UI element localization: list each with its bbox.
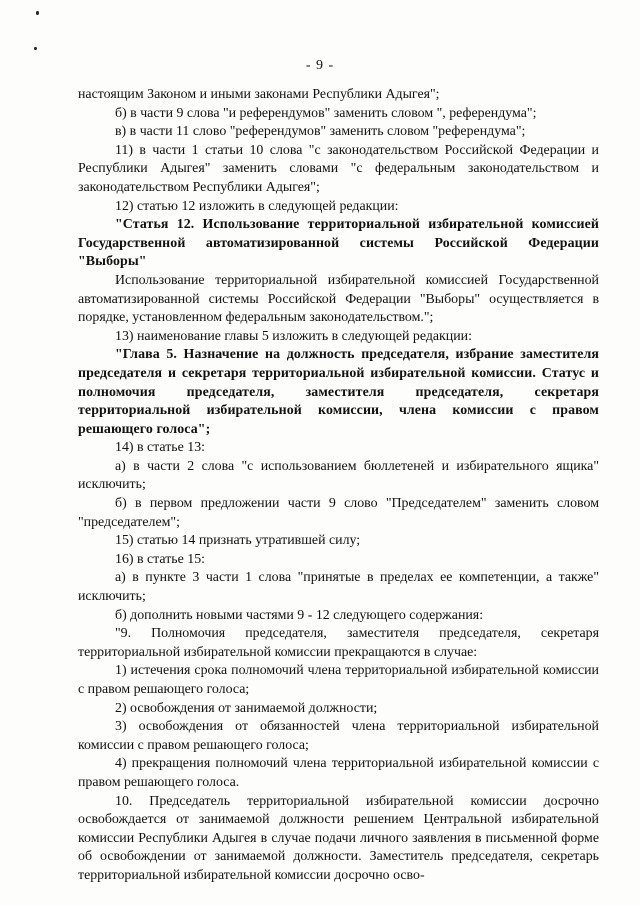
body-paragraph: 4) прекращения полномочий члена территориальной избирательной комиссии с правом решающего голоса. bbox=[78, 756, 599, 790]
body-paragraph: а) в пункте 3 части 1 слова "принятые в пределах ее компетенции, а также" исключить; bbox=[78, 570, 599, 605]
heading-paragraph: "Глава 5. Назначение на должность председателя, избрание заместителя председателя и секретаря территориальной избирательной комиссии. Статус и полномочия председателя, заместителя председателя, секретаря территориальной избирательной комиссии, члена комиссии с правом решающего голоса"; bbox=[78, 347, 599, 437]
body-paragraph: 1) истечения срока полномочий члена территориальной избирательной комиссии с правом решающего голоса; bbox=[78, 663, 599, 697]
body-paragraph: а) в части 2 слова "с использованием бюллетеней и избирательного ящика" исключить; bbox=[78, 458, 599, 493]
body-paragraph: 13) наименование главы 5 изложить в следующей редакции: bbox=[115, 328, 472, 344]
body-paragraph: в) в части 11 слово "референдумов" заменить словом "референдума"; bbox=[115, 124, 526, 140]
body-paragraph: Использование территориальной избирательной комиссией Государственной автоматизированной системы Российской Федерации "Выборы" осуществляется в порядке, установленном федеральным законодательством."; bbox=[78, 272, 599, 326]
document-body bbox=[78, 86, 599, 886]
body-paragraph: 3) освобождения от обязанностей члена территориальной избирательной комиссии с правом решающего голоса; bbox=[78, 719, 599, 753]
body-paragraph: настоящим Законом и иными законами Республики Адыгея"; bbox=[78, 87, 440, 102]
body-paragraph: 12) статью 12 изложить в следующей редакции: bbox=[115, 198, 399, 214]
body-paragraph: 11) в части 1 статьи 10 слова "с законодательством Российской Федерации и Республики Адыгея" заменить словами "с федеральным законодательством и законодательством Республики Адыгея"; bbox=[78, 142, 599, 195]
body-paragraph: 15) статью 14 признать утратившей силу; bbox=[115, 533, 361, 549]
page-number: - 9 - bbox=[305, 58, 335, 73]
body-paragraph: 16) в статье 15: bbox=[115, 551, 206, 567]
scan-speck bbox=[34, 47, 37, 50]
body-paragraph: 10. Председатель территориальной избирательной комиссии досрочно освобождается от занимаемой должности решением Центральной избирательной комиссии Республики Адыгея в случае подачи личного заявления в письменной форме об освобождении от занимаемой должности. Заместитель председателя, секретарь территориальной избирательной комиссии досрочно осво- bbox=[78, 793, 599, 883]
body-paragraph: б) в части 9 слова "и референдумов" заменить словом ", референдума"; bbox=[115, 105, 537, 121]
body-paragraph: 2) освобождения от занимаемой должности; bbox=[115, 700, 378, 716]
heading-paragraph: "Статья 12. Использование территориальной избирательной комиссией Государственной автоматизированной системы Российской Федерации "Выборы" bbox=[78, 217, 599, 270]
body-paragraph: б) в первом предложении части 9 слово "Председателем" заменить словом "председателем"; bbox=[78, 496, 599, 530]
body-paragraph: "9. Полномочия председателя, заместителя председателя, секретаря территориальной избирательной комиссии прекращаются в случае: bbox=[78, 626, 599, 660]
body-paragraph: 14) в статье 13: bbox=[115, 440, 206, 456]
body-paragraph: б) дополнить новыми частями 9 - 12 следующего содержания: bbox=[115, 607, 484, 623]
scan-speck bbox=[36, 11, 39, 15]
